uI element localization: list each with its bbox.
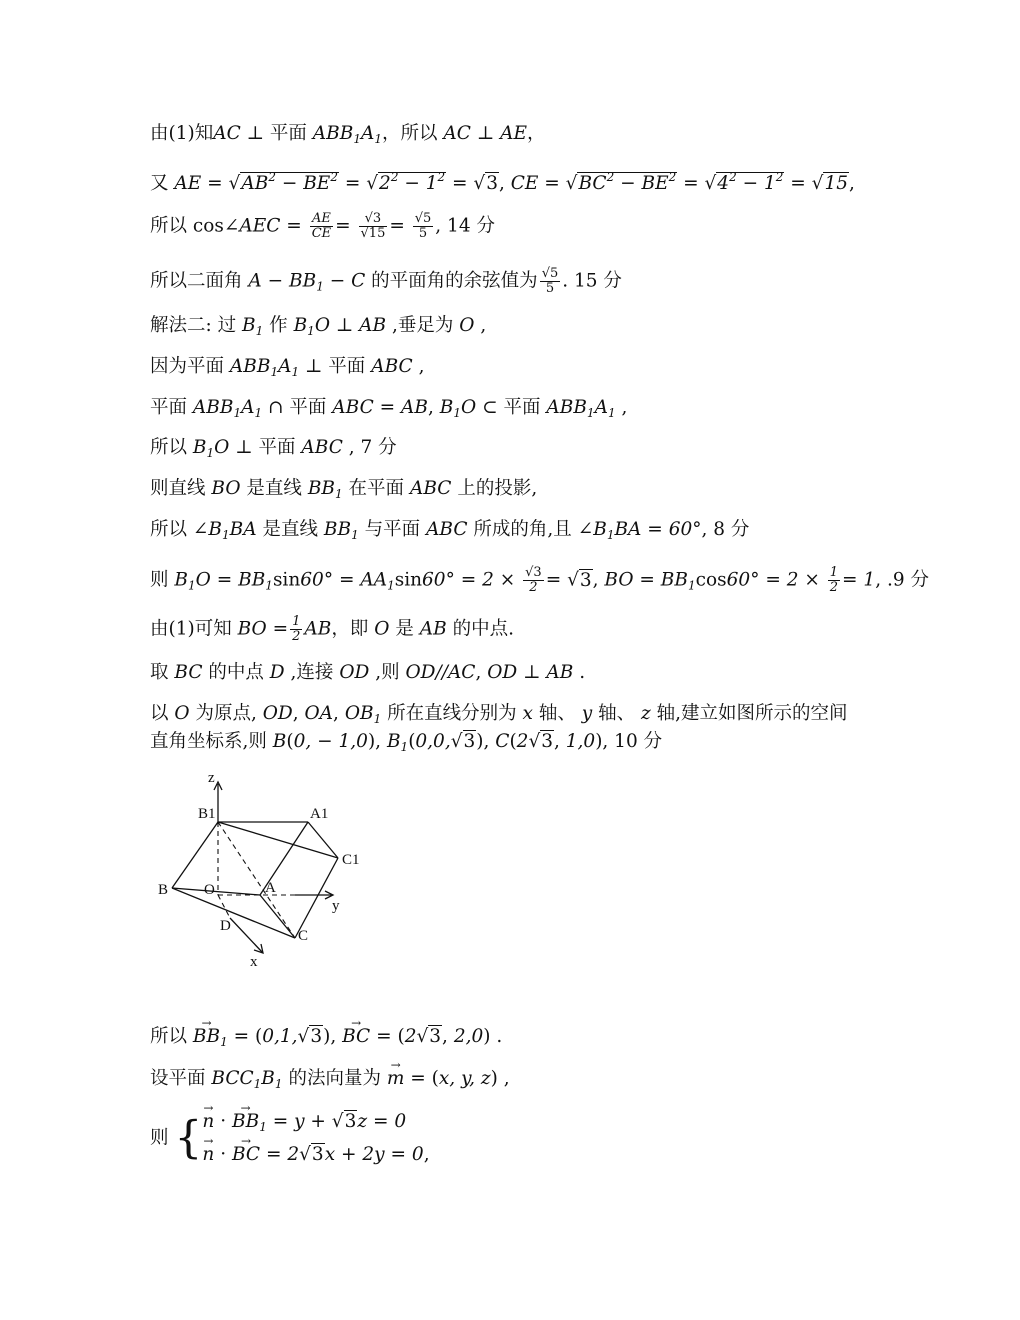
- label-y: y: [332, 898, 340, 914]
- label-c: C: [298, 928, 309, 944]
- line-5: 解法二: 过 $B_1$ 作 $B_1O$ ⊥ AB ,垂足为 O ,: [150, 315, 487, 338]
- line-12: 由(1)可知 BO = $\frac{1}{2}$ AB，即 O 是 AB 的中点.: [150, 614, 514, 644]
- line-16: 所以 → $BB_1 = (0,1,√3)$, → BC = (2√3, 2,0) .: [150, 1025, 502, 1054]
- line-14: 以 O 为原点, OD, OA, $OB_1$ 所在直线分别为 x 轴、 y 轴、 z 轴,建立如图所示的空间: [150, 703, 848, 726]
- line-4: 所以二面角 $A - BB_1 - C$ 的平面角的余弦值为 $\frac{√5}{5}$ . 15 分: [150, 266, 622, 296]
- edge-b1-b: [172, 822, 218, 888]
- prism-coordinate-figure: [150, 770, 380, 970]
- line-15: 直角坐标系,则 B(0, − 1,0), $B_1(0,0,√3)$, C(2√3, 1,0), 10 分: [150, 731, 663, 754]
- line-9: 则直线 BO 是直线 $BB_1$ 在平面 ABC 上的投影,: [150, 478, 538, 501]
- label-x: x: [250, 954, 258, 970]
- label-d: D: [220, 918, 231, 934]
- line-3: 所以 cos∠AEC = $\frac{AE}{CE}$ = $\frac{√3}{√15}$ = $\frac{√5}{5}$ , 14 分: [150, 211, 495, 241]
- edge-b1-c1: [218, 822, 338, 858]
- line-11: 则 $B_1O = BB_1\sin 60^\circ = AA_1\sin 60^\circ = 2$ × $\frac{√3}{2}$ = √3, BO = $BB_1\cos 60^\circ = 2$ × $\frac{1}{2}$ = 1, .9 分: [150, 565, 929, 595]
- dashed-o-d: [218, 895, 230, 918]
- line-10: 所以 $\angle B_1BA$ 是直线 $BB_1$ 与平面 ABC 所成的角,且 $\angle B_1BA = 60^\circ$, 8 分: [150, 519, 750, 542]
- label-c1: C1: [342, 852, 360, 868]
- equation-system: → n · → $BB_1 = y + √3z = 0$ → n · → BC = 2√3x + 2y = 0,: [202, 1108, 429, 1169]
- label-z: z: [208, 770, 215, 786]
- line-2: 又 AE = $√AB^2 - BE^2 = √2^2 - 1^2 = √3$, CE = $√BC^2 - BE^2 = √4^2 - 1^2 = √15$,: [150, 170, 855, 194]
- label-a: A: [265, 880, 276, 896]
- line-8: 所以 $B_1O$ ⊥ 平面 ABC , 7 分: [150, 437, 397, 460]
- line-7: 平面 $ABB_1A_1$ ∩ 平面 ABC = AB, $B_1O$ ⊂ 平面 $ABB_1A_1$ ,: [150, 397, 628, 420]
- line-18: 则 { → n · → $BB_1 = y + √3z = 0$ → n · → BC = 2√3x + 2y = 0,: [150, 1108, 430, 1169]
- edge-a1-c1: [308, 822, 338, 858]
- system-brace: {: [174, 1112, 203, 1164]
- line-17: 设平面 $BCC_1B_1$ 的法向量为 → m = (x, y, z) ,: [150, 1067, 510, 1096]
- line-6: 因为平面 $ABB_1A_1$ ⊥ 平面 ABC ,: [150, 356, 425, 379]
- label-b1: B1: [198, 806, 216, 822]
- line-13: 取 BC 的中点 D ,连接 OD ,则 OD//AC, OD ⊥ AB .: [150, 662, 586, 683]
- label-o: O: [204, 882, 215, 898]
- line-1: 由(1)知AC ⊥ 平面 $ABB_1A_1$，所以 AC ⊥ AE，: [150, 123, 546, 146]
- label-b: B: [158, 882, 169, 898]
- label-a1: A1: [310, 806, 329, 822]
